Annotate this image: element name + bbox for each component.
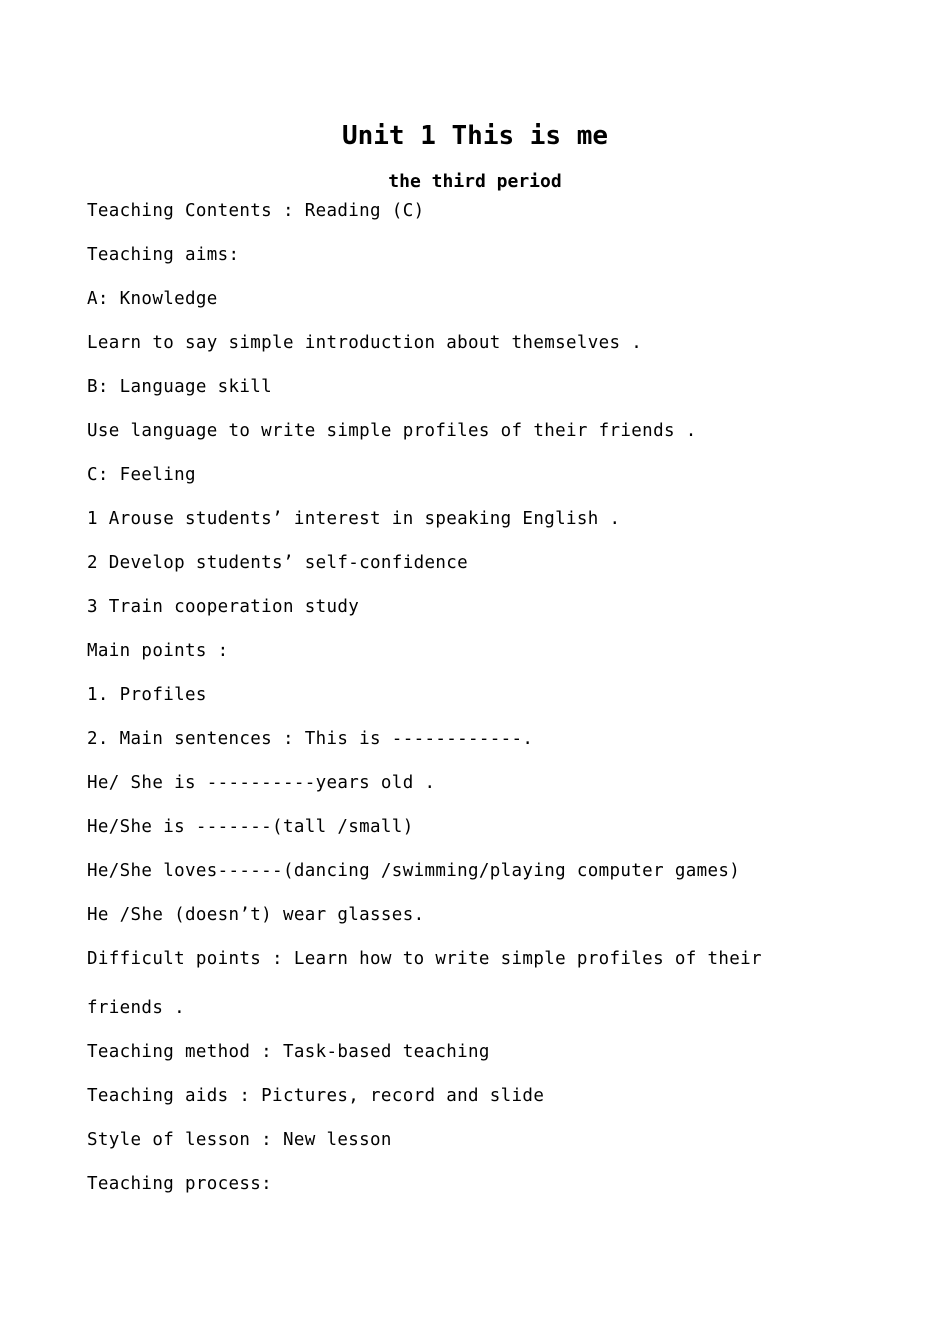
language-skill-heading: B: Language skill — [87, 377, 273, 397]
teaching-contents-line: Teaching Contents : Reading (C) — [87, 201, 425, 221]
main-point-1: 1. Profiles — [87, 685, 207, 705]
document-title: Unit 1 This is me — [341, 121, 609, 151]
sentence-pattern-age: He/ She is ----------years old . — [87, 773, 436, 793]
language-skill-text: Use language to write simple profiles of their friends . — [87, 421, 697, 441]
knowledge-text: Learn to say simple introduction about themselves . — [87, 333, 643, 353]
main-point-2: 2. Main sentences : This is ------------. — [87, 729, 534, 749]
style-of-lesson-line: Style of lesson : New lesson — [87, 1130, 392, 1150]
difficult-points-continuation: friends . — [87, 998, 185, 1018]
feeling-item-2: 2 Develop students’ self-confidence — [87, 553, 469, 573]
teaching-process-heading: Teaching process: — [87, 1174, 273, 1194]
teaching-method-line: Teaching method : Task-based teaching — [87, 1042, 490, 1062]
difficult-points-line: Difficult points : Learn how to write simple profiles of their — [87, 949, 762, 969]
document-subtitle: the third period — [388, 171, 562, 192]
sentence-pattern-glasses: He /She (doesn’t) wear glasses. — [87, 905, 425, 925]
teaching-aids-line: Teaching aids : Pictures, record and slide — [87, 1086, 545, 1106]
main-points-heading: Main points : — [87, 641, 229, 661]
teaching-aims-heading: Teaching aims: — [87, 245, 240, 265]
knowledge-heading: A: Knowledge — [87, 289, 218, 309]
sentence-pattern-height: He/She is -------(tall /small) — [87, 817, 414, 837]
sentence-pattern-hobby: He/She loves------(dancing /swimming/playing computer games) — [87, 861, 741, 881]
feeling-heading: C: Feeling — [87, 465, 196, 485]
feeling-item-3: 3 Train cooperation study — [87, 597, 360, 617]
feeling-item-1: 1 Arouse students’ interest in speaking English . — [87, 509, 621, 529]
document-body — [87, 198, 877, 1215]
